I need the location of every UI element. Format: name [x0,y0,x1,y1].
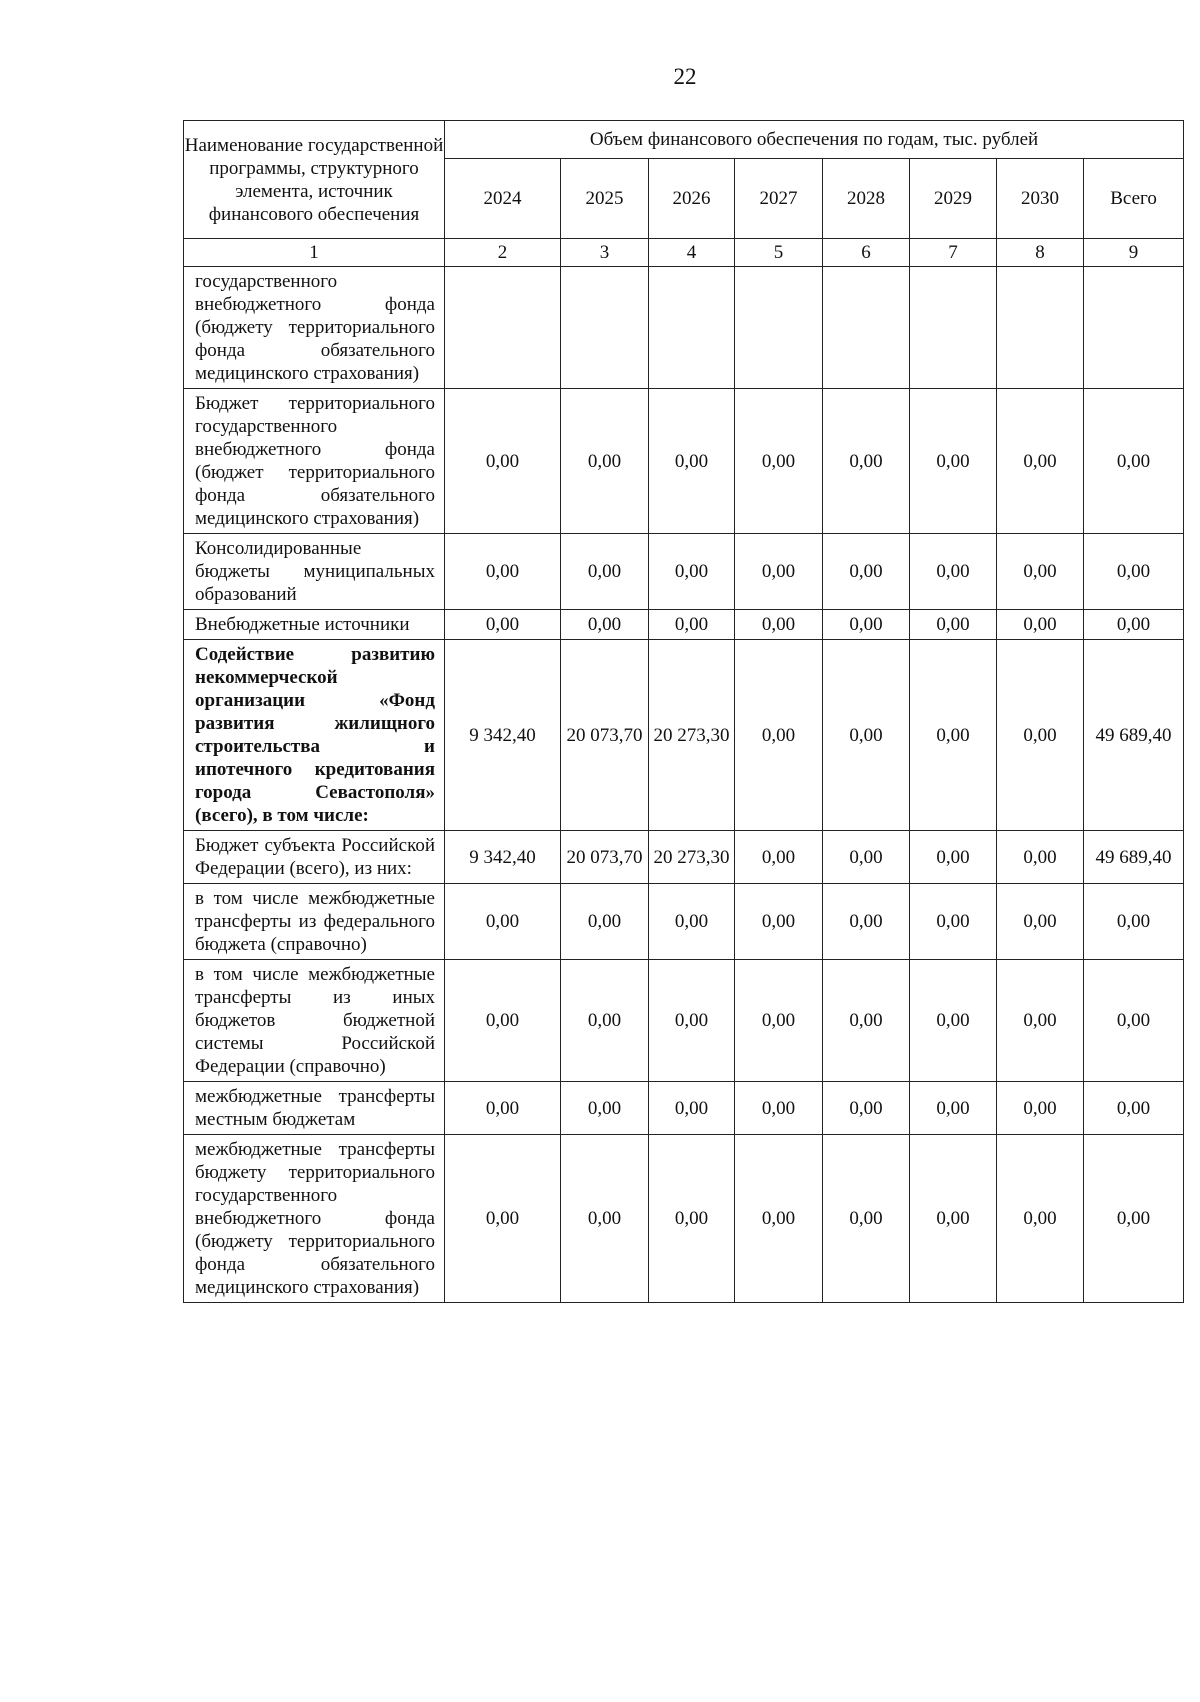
row-total-value [1084,267,1184,389]
row-year-value: 0,00 [910,831,997,884]
row-year-value: 0,00 [997,610,1084,640]
table-row [184,267,1184,389]
row-year-value: 0,00 [445,610,561,640]
row-year-value: 0,00 [910,1135,997,1303]
row-year-value: 0,00 [910,884,997,960]
row-year-value: 0,00 [649,610,735,640]
header-year: 2026 [649,159,735,239]
header-name-column: Наименование государственной программы, структурного элемента, источник финансового обеспечения [184,121,445,239]
row-year-value: 0,00 [910,1082,997,1135]
row-year-value: 0,00 [823,534,910,610]
row-name: межбюджетные трансферты местным бюджетам [184,1082,445,1135]
row-year-value: 0,00 [561,534,649,610]
row-name: Внебюджетные источники [184,610,445,640]
row-year-value: 0,00 [649,960,735,1082]
row-year-value: 0,00 [735,1135,823,1303]
row-year-value: 9 342,40 [445,831,561,884]
header-year: 2029 [910,159,997,239]
row-year-value: 0,00 [910,640,997,831]
row-year-value: 0,00 [735,534,823,610]
row-year-value: 0,00 [997,1135,1084,1303]
row-year-value: 0,00 [823,831,910,884]
row-year-value: 0,00 [561,1135,649,1303]
row-year-value: 20 273,30 [649,640,735,831]
row-year-value: 0,00 [445,884,561,960]
row-total-value: 0,00 [1084,960,1184,1082]
column-number: 5 [735,239,823,267]
column-number: 2 [445,239,561,267]
row-year-value: 0,00 [997,831,1084,884]
column-number: 1 [184,239,445,267]
row-year-value: 0,00 [823,610,910,640]
column-number: 6 [823,239,910,267]
row-name: Консолидированные бюджеты муниципальных образований [184,534,445,610]
row-year-value [910,267,997,389]
row-year-value: 9 342,40 [445,640,561,831]
row-year-value: 0,00 [823,960,910,1082]
row-year-value [649,267,735,389]
row-year-value: 0,00 [649,534,735,610]
table-row [184,1135,1184,1303]
column-number: 3 [561,239,649,267]
header-total: Всего [1084,159,1184,239]
row-year-value: 0,00 [997,960,1084,1082]
table-body [184,267,1184,1303]
row-year-value: 0,00 [735,884,823,960]
row-year-value: 0,00 [649,1082,735,1135]
row-year-value: 0,00 [735,389,823,534]
row-year-value: 0,00 [997,640,1084,831]
table-row [184,831,1184,884]
row-name: в том числе межбюджетные трансферты из федерального бюджета (справочно) [184,884,445,960]
header-year: 2024 [445,159,561,239]
table-row [184,534,1184,610]
table-header [184,121,1184,267]
table-row [184,1082,1184,1135]
row-name: межбюджетные трансферты бюджету территориального государственного внебюджетного фонда (бюджету территориального фонда обязательного медицинского страхования) [184,1135,445,1303]
row-year-value: 0,00 [997,389,1084,534]
header-year: 2025 [561,159,649,239]
header-group: Объем финансового обеспечения по годам, тыс. рублей [445,121,1184,159]
row-year-value: 0,00 [823,884,910,960]
table-row [184,884,1184,960]
header-year: 2030 [997,159,1084,239]
row-total-value: 0,00 [1084,1135,1184,1303]
row-name: Содействие развитию некоммерческой организации «Фонд развития жилищного строительства и ипотечного кредитования города Севастополя» (всего), в том числе: [184,640,445,831]
row-year-value: 20 073,70 [561,640,649,831]
row-year-value: 0,00 [649,1135,735,1303]
column-number: 4 [649,239,735,267]
row-total-value: 0,00 [1084,389,1184,534]
row-year-value: 0,00 [997,534,1084,610]
row-year-value: 0,00 [823,1082,910,1135]
row-year-value: 0,00 [561,1082,649,1135]
row-name: в том числе межбюджетные трансферты из иных бюджетов бюджетной системы Российской Федерации (справочно) [184,960,445,1082]
column-number: 7 [910,239,997,267]
row-year-value: 0,00 [561,884,649,960]
column-number: 9 [1084,239,1184,267]
row-year-value: 0,00 [997,1082,1084,1135]
table-row [184,960,1184,1082]
row-name: Бюджет субъекта Российской Федерации (всего), из них: [184,831,445,884]
row-total-value: 0,00 [1084,534,1184,610]
row-year-value: 20 073,70 [561,831,649,884]
table-row [184,610,1184,640]
column-number: 8 [997,239,1084,267]
row-year-value: 0,00 [561,610,649,640]
row-year-value: 0,00 [823,640,910,831]
row-year-value [735,267,823,389]
row-year-value: 0,00 [823,389,910,534]
row-year-value: 0,00 [445,534,561,610]
row-year-value: 20 273,30 [649,831,735,884]
row-year-value: 0,00 [823,1135,910,1303]
row-year-value: 0,00 [910,389,997,534]
row-year-value: 0,00 [910,960,997,1082]
row-year-value [823,267,910,389]
row-year-value [997,267,1084,389]
row-year-value: 0,00 [561,389,649,534]
row-year-value: 0,00 [735,1082,823,1135]
row-name: Бюджет территориального государственного внебюджетного фонда (бюджет территориального фонда обязательного медицинского страхования) [184,389,445,534]
row-year-value [561,267,649,389]
table-row [184,640,1184,831]
row-year-value: 0,00 [445,1135,561,1303]
table-row [184,389,1184,534]
row-total-value: 0,00 [1084,1082,1184,1135]
page-number: 22 [673,64,697,89]
row-year-value: 0,00 [445,960,561,1082]
financing-table [183,120,1184,1303]
row-total-value: 0,00 [1084,884,1184,960]
header-year: 2028 [823,159,910,239]
row-total-value: 49 689,40 [1084,640,1184,831]
row-year-value: 0,00 [910,610,997,640]
header-year: 2027 [735,159,823,239]
row-year-value: 0,00 [561,960,649,1082]
row-total-value: 49 689,40 [1084,831,1184,884]
row-year-value: 0,00 [997,884,1084,960]
row-year-value: 0,00 [445,1082,561,1135]
row-year-value: 0,00 [735,610,823,640]
column-number-row [184,239,1184,267]
row-year-value: 0,00 [649,884,735,960]
row-total-value: 0,00 [1084,610,1184,640]
row-name: государственного внебюджетного фонда (бюджету территориального фонда обязательного медицинского страхования) [184,267,445,389]
row-year-value: 0,00 [649,389,735,534]
row-year-value [445,267,561,389]
row-year-value: 0,00 [735,640,823,831]
row-year-value: 0,00 [735,831,823,884]
row-year-value: 0,00 [735,960,823,1082]
row-year-value: 0,00 [445,389,561,534]
row-year-value: 0,00 [910,534,997,610]
